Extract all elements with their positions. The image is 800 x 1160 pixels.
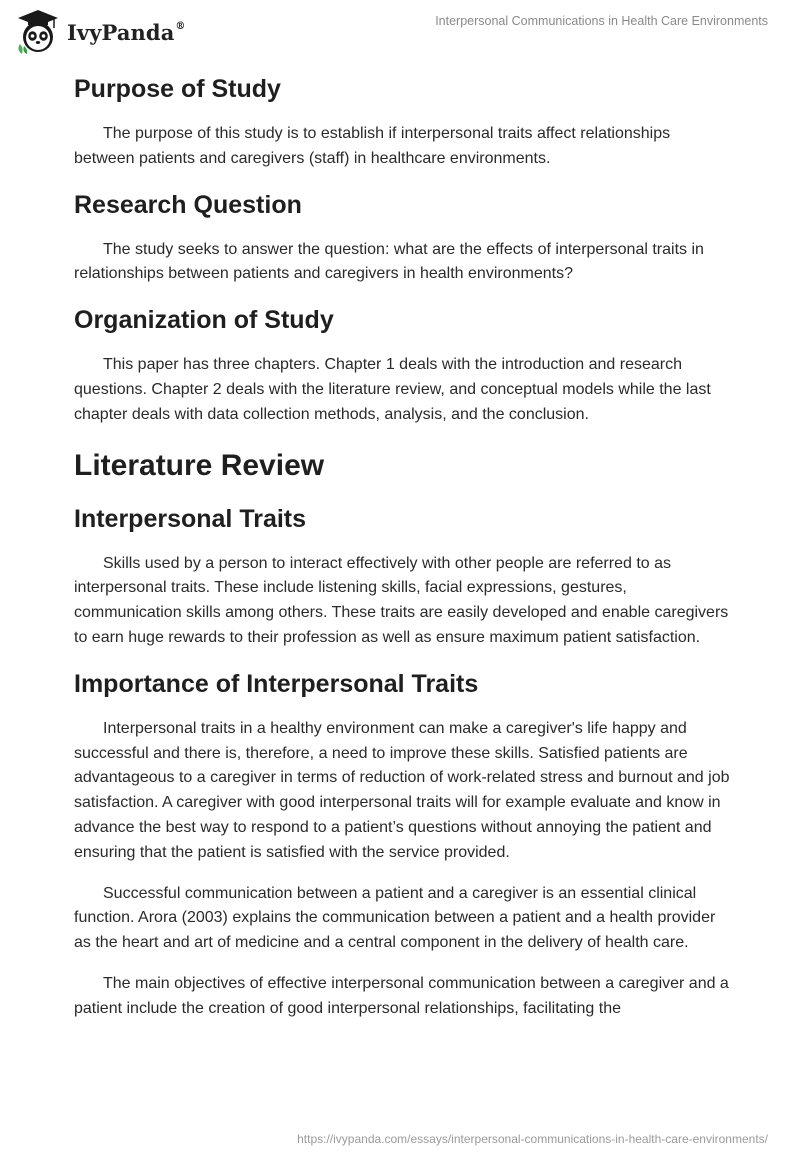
ivypanda-logo[interactable] — [14, 8, 186, 56]
paragraph-importance-1: Interpersonal traits in a healthy environment can make a caregiver's life happy and successful and there is, therefore, a need to improve these skills. Satisfied patients are advantageous to a caregiver in terms of reduction of work-related stress and burnout and job satisfaction. A caregiver with good interpersonal traits will for example evaluate and know in advance the best way to respond to a patient’s questions without annoying the patient and ensuring that the patient is satisfied with the service provided. — [74, 719, 730, 861]
heading-organization-of-study: Organization of Study — [74, 306, 334, 335]
source-url[interactable]: https://ivypanda.com/essays/interpersonal-communications-in-health-care-environments/ — [297, 1132, 768, 1146]
paragraph-purpose: The purpose of this study is to establish if interpersonal traits affect relationships between patients and caregivers (staff) in healthcare environments. — [74, 125, 671, 167]
paragraph-interpersonal-traits: Skills used by a person to interact effectively with other people are referred to as interpersonal traits. These include listening skills, facial expressions, gestures, communication skills among others. These traits are easily developed and enable caregivers to earn huge rewards to their profession as well as ensure maximum patient satisfaction. — [74, 554, 729, 646]
document-title: Interpersonal Communications in Health Care Environments — [435, 14, 768, 28]
heading-literature-review: Literature Review — [74, 448, 325, 482]
paragraph-research: The study seeks to answer the question: what are the effects of interpersonal traits in relationships between patients and caregivers in health environments? — [74, 240, 704, 283]
registered-mark: ® — [175, 20, 186, 32]
heading-importance-of-interpersonal-traits: Importance of Interpersonal Traits — [74, 669, 479, 698]
heading-purpose-of-study: Purpose of Study — [74, 75, 281, 103]
essay-content — [74, 72, 734, 1022]
heading-interpersonal-traits: Interpersonal Traits — [74, 504, 307, 533]
page-header — [0, 0, 800, 70]
heading-research-question: Research Question — [74, 190, 302, 219]
panda-logo-icon — [14, 8, 62, 56]
paragraph-organization: This paper has three chapters. Chapter 1 deals with the introduction and research questions. Chapter 2 deals with the literature review, and conceptual models while the last chapter deals with data collection methods, analysis, and the conclusion. — [74, 356, 711, 423]
brand-name: IvyPanda® — [67, 19, 186, 45]
paragraph-importance-3: The main objectives of effective interpersonal communication between a caregiver and a patient include the creation of good interpersonal relationships, facilitating the — [74, 974, 729, 1017]
paragraph-importance-2: Successful communication between a patient and a caregiver is an essential clinical function. Arora (2003) explains the communication between a patient and a health provider as the heart and art of medicine and a central component in the delivery of health care. — [74, 884, 716, 952]
